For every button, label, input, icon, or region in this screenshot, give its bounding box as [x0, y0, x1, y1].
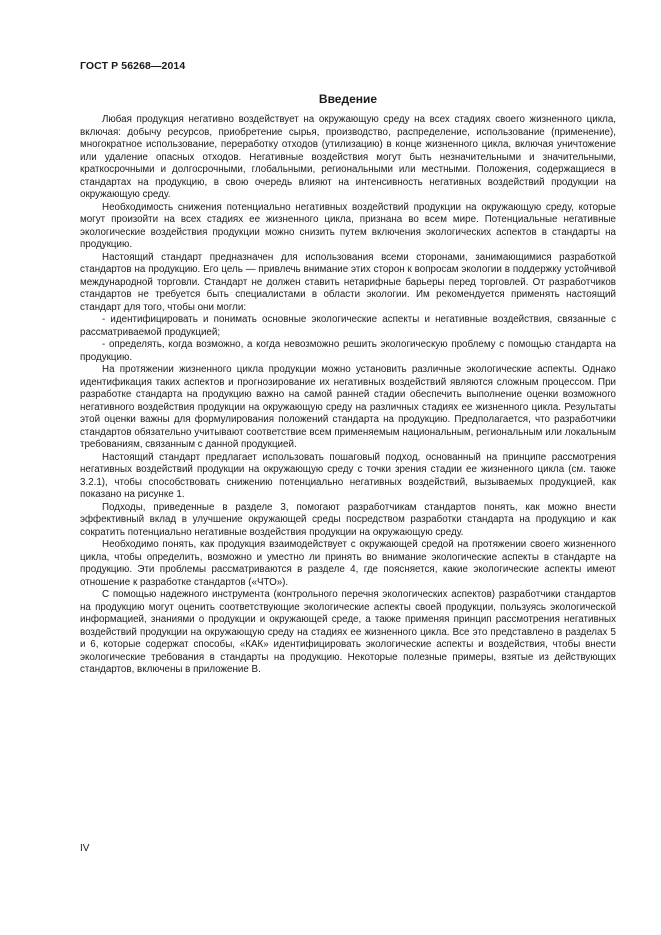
section-title: Введение	[318, 92, 378, 106]
paragraph-stepwise-approach: Настоящий стандарт предлагает использовать пошаговый подход, основанный на принципе рассмотрения негативных воздействий продукции на окружающую среду с точки зрения стадии ее жизненного цикла (см. также 3.2.1), чтобы способствовать снижению потенциально негативных воздействий, вызываемых продукцией, как показано на рисунке 1.	[80, 451, 616, 500]
document-id-header: ГОСТ Р 56268—2014	[80, 60, 186, 72]
paragraph-necessity: Необходимость снижения потенциально негативных воздействий продукции на окружающую среду, которые могут произойти на всех стадиях ее жизненного цикла, признана во всем мире. Потенциальные негативные экологические воздействия продукции можно снизить путем включения экологических аспектов в стандарты на продукцию.	[80, 201, 616, 250]
paragraph-intro: Любая продукция негативно воздействует на окружающую среду на всех стадиях своего жизненного цикла, включая: добычу ресурсов, приобретение сырья, производство, распределение, использование (применение), многократное использование, переработку отходов (утилизацию) в конце жизненного цикла, включая уничтожение или удаление опасных отходов. Негативные воздействия могут быть незначительными и значительными, краткосрочными и долгосрочными, глобальными, региональными или местными. Положения, содержащиеся в стандартах на продукцию, в свою очередь влияют на интенсивность негативных воздействий продукции на окружающую среду.	[80, 114, 616, 200]
list-item-identify: - идентифицировать и понимать основные экологические аспекты и негативные воздействия, связанные с рассматриваемой продукцией;	[80, 314, 616, 338]
body-text	[80, 114, 616, 677]
page-number: IV	[80, 843, 90, 854]
paragraph-approaches-section-3: Подходы, приведенные в разделе 3, помогают разработчикам стандартов понять, как можно внести эффективный вклад в улучшение окружающей среды посредством разработки стандарта на продукцию и как сократить потенциально негативные воздействия продукции на окружающую среду.	[80, 501, 616, 538]
paragraph-what-section-4: Необходимо понять, как продукция взаимодействует с окружающей средой на протяжении своего жизненного цикла, чтобы определить, возможно и уместно ли принять во внимание экологические аспекты в стандарте на продукцию. Эти проблемы рассматриваются в разделе 4, где поясняется, какие экологические аспекты имеют отношение к разработке стандартов («ЧТО»).	[80, 539, 616, 588]
paragraph-how-sections-5-6: С помощью надежного инструмента (контрольного перечня экологических аспектов) разработчики стандартов на продукцию могут оценить соответствующие экологические аспекты своей продукции, пользуясь экологической информацией, знаниями о продукции и окружающей среде, а также применяя принцип рассмотрения негативных воздействий продукции на окружающую среду на стадиях ее жизненного цикла. Все это представлено в разделах 5 и 6, которые содержат способы, «КАК» идентифицировать экологические аспекты и воздействия, чтобы внести экологические требования в стандарты на продукцию. Некоторые полезные примеры, взятые из действующих стандартов, включены в приложение В.	[80, 589, 616, 675]
list-item-determine: - определять, когда возможно, а когда невозможно решить экологическую проблему с помощью стандарта на продукцию.	[80, 339, 616, 363]
paragraph-purpose: Настоящий стандарт предназначен для использования всеми сторонами, занимающимися разработкой стандартов на продукцию. Его цель — привлечь внимание этих сторон к вопросам экологии в поддержку устойчивой международной торговли. Стандарт не должен ставить нетарифные барьеры перед торговлей. От разработчиков стандартов не требуется быть специалистами в области экологии. Им рекомендуется применять настоящий стандарт для того, чтобы они могли:	[80, 251, 616, 313]
paragraph-lifecycle-aspects: На протяжении жизненного цикла продукции можно установить различные экологические аспекты. Однако идентификация таких аспектов и прогнозирование их негативных воздействий являются сложным процессом. При разработке стандарта на продукцию важно на самой ранней стадии обеспечить выполнение оценки возможного негативного воздействия продукции на окружающую среду на различных стадиях ее жизненного цикла. Результаты этой оценки важны для формулирования положений стандарта на продукцию. Предполагается, что разработчики стандартов обязательно учитывают соответствие всем применяемым национальным, региональным или локальным требованиям, связанным с данной продукцией.	[80, 364, 616, 450]
